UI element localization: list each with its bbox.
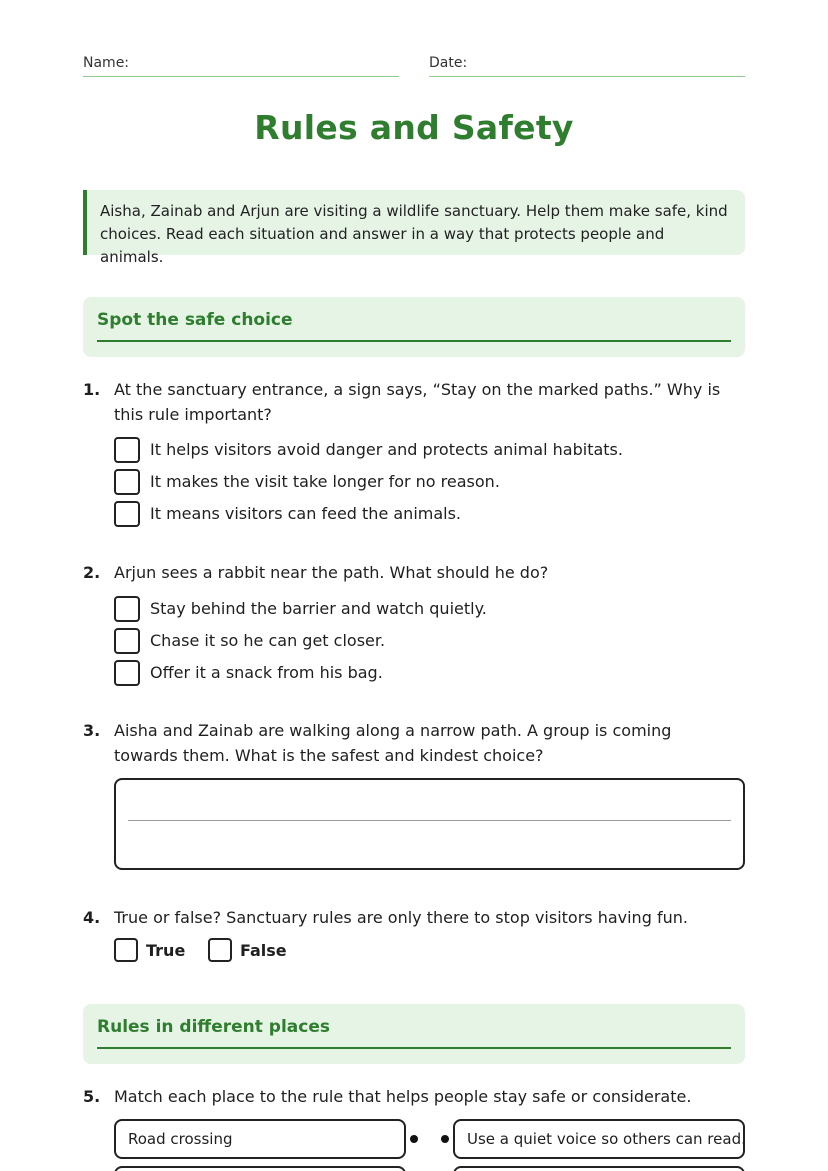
question-number: 1. bbox=[83, 380, 101, 399]
section-divider bbox=[97, 340, 731, 342]
checkbox[interactable] bbox=[114, 628, 140, 654]
question-text: At the sanctuary entrance, a sign says, “Stay on the marked paths.” Why is this rule important? bbox=[114, 380, 721, 424]
answer-box[interactable] bbox=[114, 778, 745, 870]
option-label: Offer it a snack from his bag. bbox=[150, 663, 383, 682]
date-field[interactable] bbox=[429, 52, 745, 77]
checkbox[interactable] bbox=[114, 596, 140, 622]
checkbox[interactable] bbox=[208, 938, 232, 962]
option-label: Chase it so he can get closer. bbox=[150, 631, 386, 650]
header-fields bbox=[83, 52, 745, 78]
checkbox[interactable] bbox=[114, 469, 140, 495]
checkbox[interactable] bbox=[114, 501, 140, 527]
question-number: 2. bbox=[83, 563, 101, 582]
match-left-item-next[interactable] bbox=[114, 1166, 406, 1171]
question-number: 3. bbox=[83, 721, 101, 740]
name-field[interactable] bbox=[83, 52, 399, 77]
option-label: Stay behind the barrier and watch quietly. bbox=[150, 599, 487, 618]
option-label: True bbox=[146, 941, 186, 960]
page-title: Rules and Safety bbox=[254, 108, 574, 147]
checkbox[interactable] bbox=[114, 660, 140, 686]
option-label: It makes the visit take longer for no reason. bbox=[150, 472, 500, 491]
section-header-rules-places bbox=[83, 1004, 745, 1064]
section-header-safe-choice bbox=[83, 297, 745, 357]
checkbox[interactable] bbox=[114, 938, 138, 962]
option-label: It helps visitors avoid danger and protects animal habitats. bbox=[150, 440, 623, 459]
section-divider bbox=[97, 1047, 731, 1049]
name-label: Name: bbox=[83, 55, 130, 71]
date-label: Date: bbox=[429, 55, 468, 71]
match-left-item[interactable]: Road crossing bbox=[114, 1119, 406, 1159]
section-title: Rules in different places bbox=[97, 1017, 330, 1037]
option-label: False bbox=[240, 941, 287, 960]
answer-line bbox=[128, 820, 731, 821]
question-text: True or false? Sanctuary rules are only there to stop visitors having fun. bbox=[114, 908, 688, 927]
question-text: Aisha and Zainab are walking along a narrow path. A group is coming towards them. What is the safest and kindest choice? bbox=[114, 721, 672, 765]
question-text: Arjun sees a rabbit near the path. What should he do? bbox=[114, 563, 549, 582]
question-number: 4. bbox=[83, 908, 101, 927]
question-number: 5. bbox=[83, 1087, 101, 1106]
section-title: Spot the safe choice bbox=[97, 310, 293, 330]
checkbox[interactable] bbox=[114, 437, 140, 463]
question-text: Match each place to the rule that helps people stay safe or considerate. bbox=[114, 1087, 692, 1106]
match-right-item[interactable]: Use a quiet voice so others can read. bbox=[453, 1119, 745, 1159]
intro-box: Aisha, Zainab and Arjun are visiting a wildlife sanctuary. Help them make safe, kind choices. Read each situation and answer in a way that protects people and animals. bbox=[83, 190, 745, 255]
option-label: It means visitors can feed the animals. bbox=[150, 504, 462, 523]
match-right-item-next[interactable] bbox=[453, 1166, 745, 1171]
match-dot-left[interactable] bbox=[410, 1135, 418, 1143]
match-dot-right[interactable] bbox=[441, 1135, 449, 1143]
